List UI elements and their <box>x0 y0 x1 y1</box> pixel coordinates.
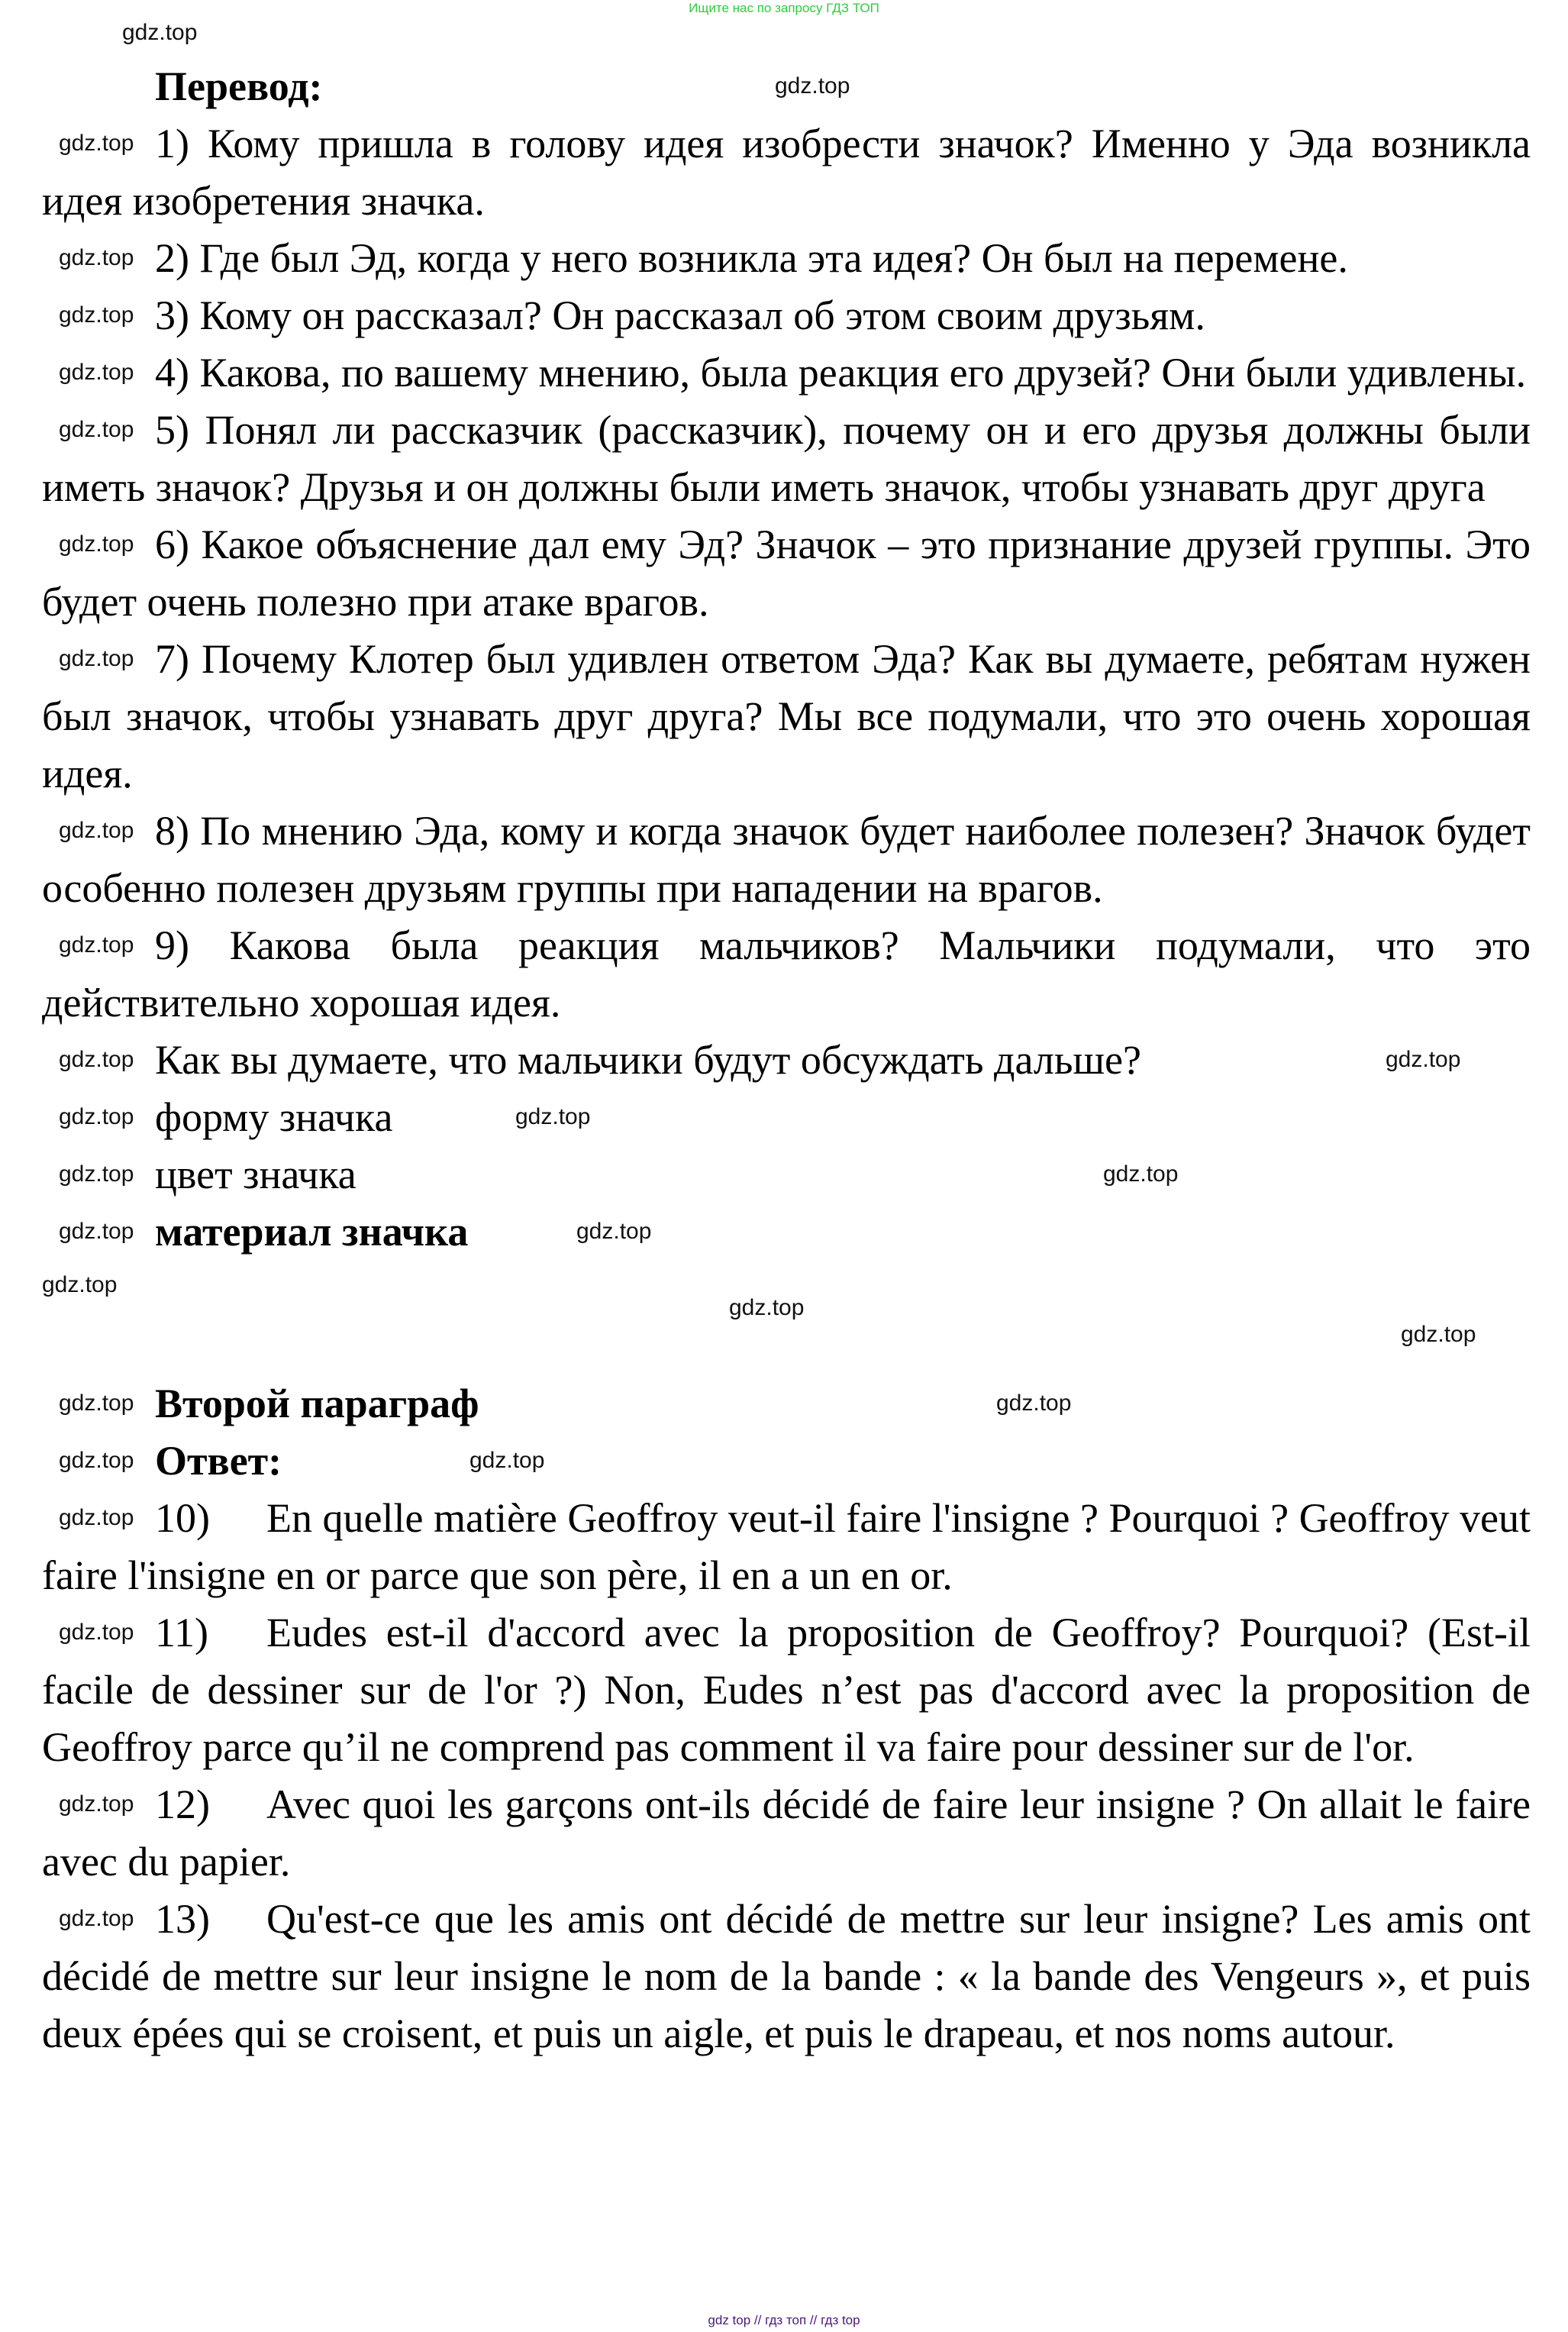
answer-item <box>42 1776 1531 1891</box>
watermark: gdz.top <box>1401 1322 1476 1347</box>
watermark: gdz.top <box>59 1390 134 1416</box>
option <box>42 1089 1531 1146</box>
question-text: Как вы думаете, что мальчики будут обсуждать дальше? <box>155 1037 1141 1083</box>
watermark: gdz.top <box>996 1390 1072 1416</box>
option-bold <box>42 1203 1531 1261</box>
watermark: gdz.top <box>469 1448 545 1473</box>
second-heading-text: Второй параграф <box>155 1381 479 1426</box>
item-text: En quelle matière Geoffroy veut-il faire l'insigne ? Pourquoi ? Geoffroy veut faire l'insigne en or parce que son père, il en a un en or. <box>42 1495 1531 1598</box>
paragraph-text: 1) Кому пришла в голову идея изобрести значок? Именно у Эда возникла идея изобретения значка. <box>42 121 1531 224</box>
paragraph-text: 7) Почему Клотер был удивлен ответом Эда? Как вы думаете, ребятам нужен был значок, чтобы узнавать друг друга? Мы все подумали, что это очень хорошая идея. <box>42 636 1531 796</box>
option-bold-text: материал значка <box>155 1209 469 1255</box>
option-text: цвет значка <box>155 1151 357 1197</box>
watermark: gdz.top <box>576 1219 652 1244</box>
answer-label-text: Ответ: <box>155 1438 282 1484</box>
paragraph <box>42 115 1531 230</box>
paragraph <box>42 402 1531 516</box>
paragraph <box>42 803 1531 917</box>
paragraph <box>42 631 1531 803</box>
paragraph <box>42 230 1531 287</box>
paragraph-text: 2) Где был Эд, когда у него возникла эта идея? Он был на перемене. <box>155 235 1348 281</box>
paragraph <box>42 917 1531 1032</box>
document-body <box>42 58 1531 2062</box>
watermark: gdz.top <box>59 531 134 557</box>
watermark: gdz.top <box>122 20 198 45</box>
watermark: gdz.top <box>59 302 134 328</box>
top-banner: Ищите нас по запросу ГДЗ ТОП <box>689 1 879 15</box>
question <box>42 1032 1531 1089</box>
paragraph <box>42 344 1531 402</box>
watermark: gdz.top <box>59 131 134 156</box>
watermark: gdz.top <box>59 1906 134 1931</box>
paragraph <box>42 287 1531 344</box>
watermark: gdz.top <box>59 818 134 843</box>
item-text: Qu'est-ce que les amis ont décidé de mettre sur leur insigne? Les amis ont décidé de mettre sur leur insigne le nom de la bande : « la bande des Vengeurs », et puis deux épées qui se croisent, et puis un aigle, et puis le drapeau, et nos noms autour. <box>42 1896 1531 2056</box>
translation-heading <box>42 58 1531 115</box>
watermark: gdz.top <box>59 932 134 958</box>
item-number: 13) <box>155 1896 210 1942</box>
watermark: gdz.top <box>1386 1047 1461 1072</box>
item-number: 12) <box>155 1781 210 1827</box>
paragraph <box>42 516 1531 631</box>
watermark: gdz.top <box>775 73 850 99</box>
watermark: gdz.top <box>59 1505 134 1530</box>
second-heading <box>42 1375 1531 1432</box>
bottom-banner: gdz top // гдз топ // гдз top <box>708 2313 860 2327</box>
item-text: Eudes est-il d'accord avec la proposition de Geoffroy? Pourquoi? (Est-il facile de dessiner sur de l'or ?) Non, Eudes n’est pas d'accord avec la proposition de Geoffroy parce qu’il ne comprend pas comment il va faire pour dessiner sur de l'or. <box>42 1610 1531 1770</box>
paragraph-text: 9) Какова была реакция мальчиков? Мальчики подумали, что это действительно хорошая идея. <box>42 922 1531 1025</box>
watermark: gdz.top <box>59 417 134 442</box>
item-number: 10) <box>155 1495 210 1541</box>
watermark: gdz.top <box>42 1272 118 1297</box>
answer-item <box>42 1891 1531 2062</box>
paragraph-text: 5) Понял ли рассказчик (рассказчик), почему он и его друзья должны были иметь значок? Друзья и он должны были иметь значок, чтобы узнавать друг друга <box>42 407 1531 510</box>
watermark: gdz.top <box>59 1104 134 1129</box>
watermark: gdz.top <box>59 1791 134 1817</box>
item-number: 11) <box>155 1610 208 1655</box>
watermark: gdz.top <box>59 245 134 270</box>
watermark: gdz.top <box>515 1104 591 1129</box>
watermark: gdz.top <box>59 646 134 671</box>
option <box>42 1146 1531 1203</box>
translation-heading-text: Перевод: <box>155 63 323 109</box>
paragraph-text: 3) Кому он рассказал? Он рассказал об этом своим друзьям. <box>155 292 1205 338</box>
watermark: gdz.top <box>59 1047 134 1072</box>
watermark: gdz.top <box>729 1295 805 1320</box>
watermark: gdz.top <box>59 1161 134 1187</box>
paragraph-text: 8) По мнению Эда, кому и когда значок будет наиболее полезен? Значок будет особенно полезен друзьям группы при нападении на врагов. <box>42 808 1531 911</box>
answer-item <box>42 1490 1531 1604</box>
answer-item <box>42 1604 1531 1776</box>
paragraph-text: 6) Какое объяснение дал ему Эд? Значок – это признание друзей группы. Это будет очень полезно при атаке врагов. <box>42 522 1531 625</box>
watermark: gdz.top <box>59 1448 134 1473</box>
item-text: Avec quoi les garçons ont-ils décidé de faire leur insigne ? On allait le faire avec du papier. <box>42 1781 1531 1885</box>
watermark: gdz.top <box>1103 1161 1179 1187</box>
spacer <box>42 1261 1531 1375</box>
paragraph-text: 4) Какова, по вашему мнению, была реакция его друзей? Они были удивлены. <box>155 350 1527 396</box>
watermark: gdz.top <box>59 1219 134 1244</box>
watermark: gdz.top <box>59 360 134 385</box>
answer-label <box>42 1432 1531 1490</box>
watermark: gdz.top <box>59 1620 134 1645</box>
option-text: форму значка <box>155 1094 393 1140</box>
